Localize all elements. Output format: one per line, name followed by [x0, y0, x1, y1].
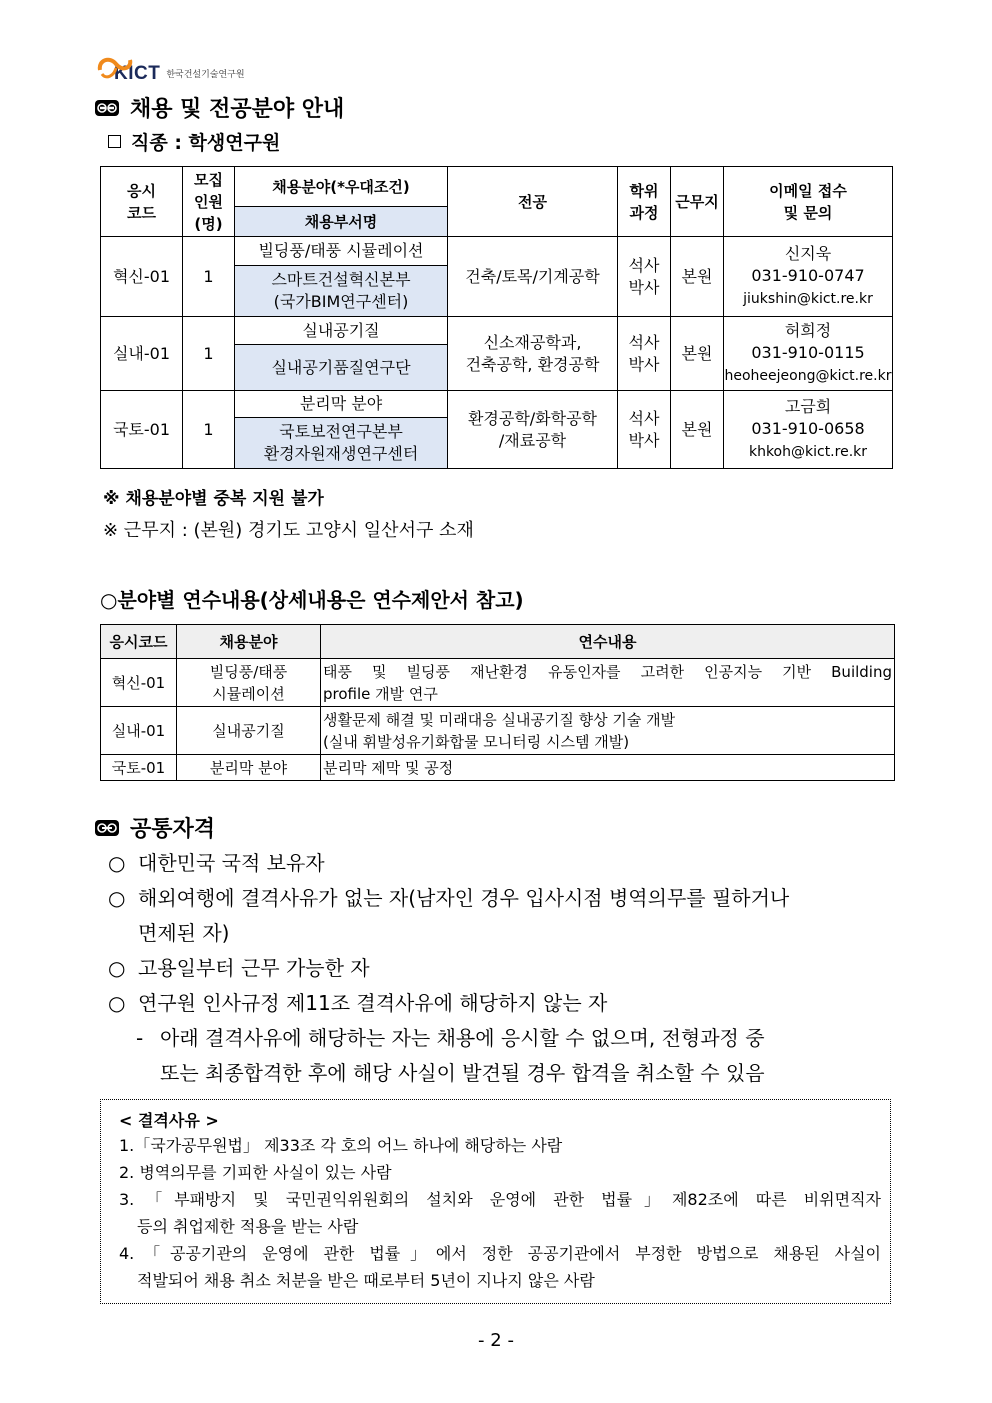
t2-header-code: 응시코드 [101, 625, 177, 659]
t2-row2-content: 생활문제 해결 및 미래대응 실내공기질 향상 기술 개발 (실내 휘발성유기화합물 모니터링 시스템 개발) [321, 707, 895, 755]
t2-header-field: 채용분야 [177, 625, 321, 659]
checkbox-square-icon [108, 135, 121, 148]
row1-code: 혁신-01 [101, 237, 183, 317]
kict-logo [96, 48, 245, 84]
qualification-4: ○ 연구원 인사규정 제11조 결격사유에 해당하지 않는 자 [108, 991, 608, 1015]
disqualification-item-4: 4.「공공기관의 운영에 관한 법률」에서 정한 공공기관에서 부정한 방법으로 채용된 사실이 [119, 1244, 881, 1263]
qualification-3: ○ 고용일부터 근무 가능한 자 [108, 956, 370, 980]
t2-row3-field: 분리막 분야 [177, 755, 321, 781]
header-degree: 학위 과정 [618, 167, 671, 237]
t2-row1-field: 빌딩풍/태풍 시뮬레이션 [177, 659, 321, 707]
row3-count: 1 [183, 391, 235, 469]
header-contact: 이메일 접수 및 문의 [724, 167, 893, 237]
disqualification-item-1: 1.「국가공무원법」 제33조 각 호의 어느 하나에 해당하는 사람 [119, 1136, 563, 1155]
section-title-common [94, 812, 215, 843]
row1-location: 본원 [671, 237, 724, 317]
row2-major: 신소재공학과, 건축공학, 환경공학 [448, 317, 618, 391]
job-type-text: 직종 : 학생연구원 [131, 132, 281, 154]
header-major: 전공 [448, 167, 618, 237]
disqualification-title: < 결격사유 > [119, 1111, 219, 1130]
row2-dept: 실내공기품질연구단 [235, 345, 448, 391]
kict-logo-icon [96, 54, 136, 84]
section-title-text: 채용 및 전공분야 안내 [130, 97, 345, 122]
row2-contact: 허희정 031-910-0115 heoheejeong@kict.re.kr [724, 317, 893, 391]
note-location: ※ 근무지 : (본원) 경기도 고양시 일산서구 소재 [103, 520, 474, 541]
recruitment-table [100, 166, 893, 469]
row3-contact: 고금희 031-910-0658 khkoh@kict.re.kr [724, 391, 893, 469]
qualification-4-sub-cont: 또는 최종합격한 후에 해당 사실이 발견될 경우 합격을 취소할 수 있음 [160, 1061, 765, 1085]
t2-header-content: 연수내용 [321, 625, 895, 659]
disqualification-item-3: 3.「부패방지 및 국민권익위원회의 설치와 운영에 관한 법률」제82조에 따른 비위면직자 [119, 1190, 881, 1209]
row3-location: 본원 [671, 391, 724, 469]
row2-code: 실내-01 [101, 317, 183, 391]
header-code: 응시 코드 [101, 167, 183, 237]
logo-text: KICT [114, 63, 161, 84]
row1-major: 건축/토목/기계공학 [448, 237, 618, 317]
row1-count: 1 [183, 237, 235, 317]
training-table [100, 624, 895, 781]
job-type [108, 128, 280, 155]
row1-degree: 석사 박사 [618, 237, 671, 317]
t2-row2-code: 실내-01 [101, 707, 177, 755]
t2-row2-field: 실내공기질 [177, 707, 321, 755]
row1-dept: 스마트건설혁신본부 (국가BIM연구센터) [235, 266, 448, 317]
t2-row1-content: 태풍 및 빌딩풍 재난환경 유동인자를 고려한 인공지능 기반 Building profile 개발 연구 [321, 659, 895, 707]
link-icon [94, 819, 120, 837]
section-title-recruitment [94, 92, 344, 123]
row3-code: 국토-01 [101, 391, 183, 469]
t2-row1-code: 혁신-01 [101, 659, 177, 707]
qualification-1: ○ 대한민국 국적 보유자 [108, 851, 325, 875]
qualification-4-sub: - 아래 결격사유에 해당하는 자는 채용에 응시할 수 없으며, 전형과정 중 [136, 1026, 765, 1050]
row2-count: 1 [183, 317, 235, 391]
header-location: 근무지 [671, 167, 724, 237]
page-number: - 2 - [478, 1330, 514, 1351]
disqualification-box [100, 1099, 891, 1304]
row3-degree: 석사 박사 [618, 391, 671, 469]
row2-location: 본원 [671, 317, 724, 391]
row1-contact: 신지욱 031-910-0747 jiukshin@kict.re.kr [724, 237, 893, 317]
disqualification-item-3-cont: 등의 취업제한 적용을 받는 사람 [137, 1217, 359, 1236]
t2-row3-code: 국토-01 [101, 755, 177, 781]
header-count: 모집 인원 (명) [183, 167, 235, 237]
qualification-2: ○ 해외여행에 결격사유가 없는 자(남자인 경우 입사시점 병역의무를 필하거나 [108, 886, 790, 910]
row3-field: 분리막 분야 [235, 391, 448, 418]
disqualification-item-2: 2. 병역의무를 기피한 사실이 있는 사람 [119, 1163, 392, 1182]
training-title: ○분야별 연수내용(상세내용은 연수제안서 참고) [100, 588, 524, 612]
row1-field: 빌딩풍/태풍 시뮬레이션 [235, 237, 448, 266]
qualification-2-cont: 면제된 자) [138, 921, 230, 945]
logo-subtext: 한국건설기술연구원 [166, 70, 245, 80]
row2-degree: 석사 박사 [618, 317, 671, 391]
row3-major: 환경공학/화학공학 /재료공학 [448, 391, 618, 469]
row3-dept: 국토보전연구본부 환경자원재생연구센터 [235, 418, 448, 469]
t2-row3-content: 분리막 제막 및 공정 [321, 755, 895, 781]
header-field: 채용분야(*우대조건) [235, 167, 448, 207]
header-dept: 채용부서명 [235, 207, 448, 237]
note-no-duplicate: ※ 채용분야별 중복 지원 불가 [103, 489, 324, 509]
disqualification-item-4-cont: 적발되어 채용 취소 처분을 받은 때로부터 5년이 지나지 않은 사람 [137, 1271, 595, 1290]
section-title-text: 공통자격 [130, 817, 216, 842]
link-icon [94, 99, 120, 117]
row2-field: 실내공기질 [235, 317, 448, 345]
